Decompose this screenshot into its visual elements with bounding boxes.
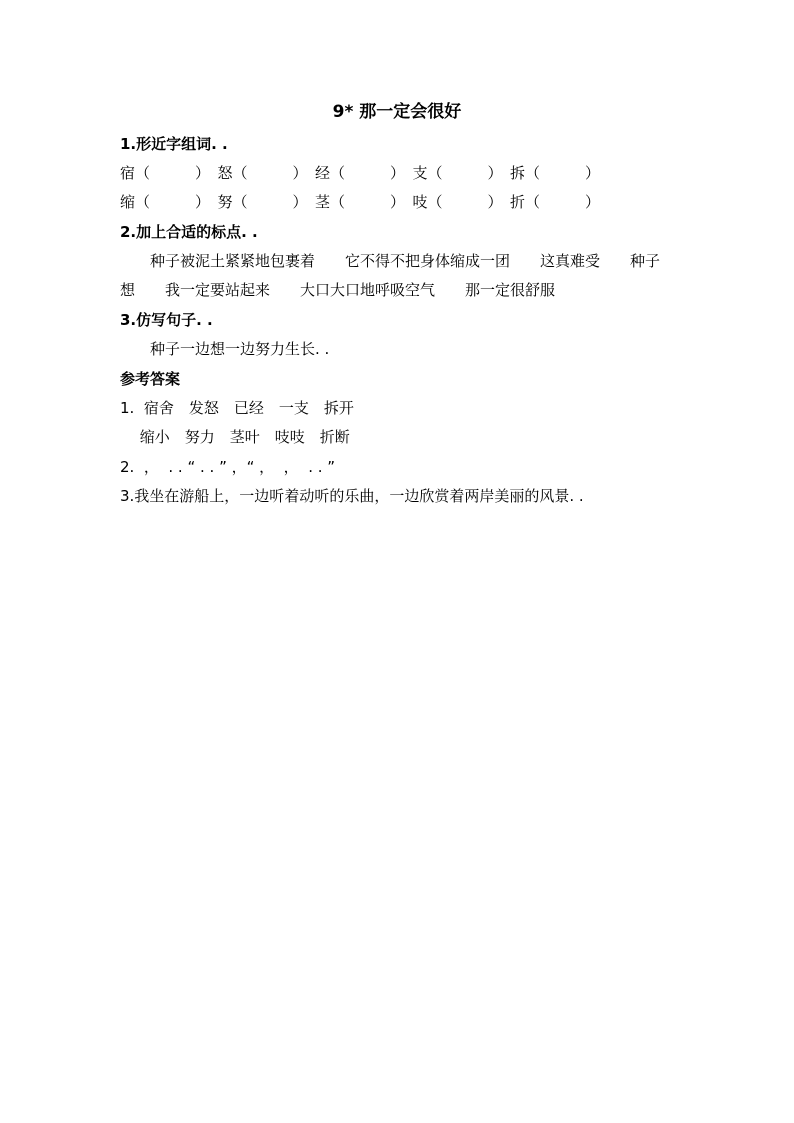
section2-line1: 种子被泥土紧紧地包裹着 它不得不把身体缩成一团 这真难受 种子 (120, 252, 661, 270)
section3-heading: 3.仿写句子. . (120, 311, 213, 329)
section3-line1: 种子一边想一边努力生长. . (120, 340, 330, 358)
section1-row1: 宿（ ） 怒（ ） 经（ ） 支（ ） 拆（ ） (120, 164, 601, 182)
answer1-line2: 缩小 努力 茎叶 吱吱 折断 (120, 428, 350, 446)
section2-heading: 2.加上合适的标点. . (120, 223, 258, 241)
answer2: 2. ， . . “ . . ” ，“ ， ， . . ” (120, 458, 336, 476)
page-title: 9* 那一定会很好 (332, 102, 462, 122)
answers-heading: 参考答案 (120, 370, 181, 388)
section1-heading: 1.形近字组词. . (120, 135, 228, 153)
section1-row2: 缩（ ） 努（ ） 茎（ ） 吱（ ） 折（ ） (120, 193, 601, 211)
section2-line2: 想 我一定要站起来 大口大口地呼吸空气 那一定很舒服 (120, 281, 556, 299)
answer1-line1: 1. 宿舍 发怒 已经 一支 拆开 (120, 399, 354, 417)
answer3: 3.我坐在游船上，一边听着动听的乐曲，一边欣赏着两岸美丽的风景. . (120, 487, 584, 505)
